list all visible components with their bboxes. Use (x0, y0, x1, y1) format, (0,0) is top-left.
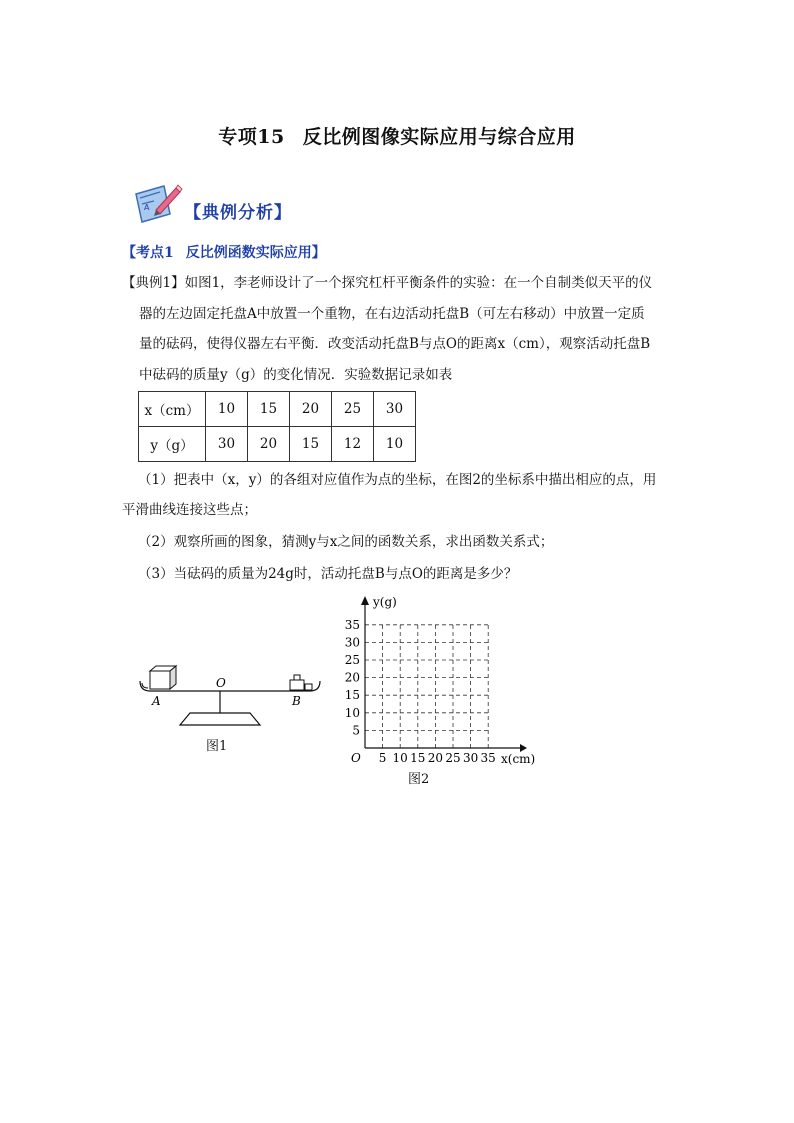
x-tick-label: 20 (427, 751, 444, 765)
label-b: B (292, 694, 301, 708)
table-row (139, 392, 416, 427)
y-tick-label: 25 (344, 653, 360, 667)
table-header-y: y（g） (139, 427, 206, 462)
weights-icon (290, 675, 312, 690)
table-header-x: x（cm） (139, 392, 206, 427)
pencil-paper-icon (130, 180, 184, 224)
x-tick-label: 25 (445, 751, 461, 765)
banner-label: 【典例分析】 (184, 203, 292, 223)
x-axis-arrow (520, 744, 527, 752)
x-tick-label: 30 (462, 751, 479, 765)
svg-text:A: A (144, 203, 150, 212)
section-heading-part1: 【考点1 (122, 245, 174, 261)
weight-box (150, 666, 176, 689)
y-tick-label: 20 (344, 670, 360, 685)
y-tick-label: 35 (344, 617, 360, 632)
figure-2-caption: 图2 (408, 772, 430, 787)
data-table (138, 391, 416, 462)
title-part1: 专项15 (218, 126, 285, 148)
y-axis-arrow (361, 596, 369, 605)
x-tick-label: 10 (392, 751, 408, 765)
x-tick-label: 5 (378, 751, 387, 765)
x-tick-label: 15 (410, 751, 426, 765)
x-tick-label: 35 (480, 751, 496, 765)
example-line1: 如图1，李老师设计了一个探究杠杆平衡条件的实验：在一个自制类似天平的仪 (184, 275, 653, 291)
x-axis-label: x(cm) (501, 752, 536, 766)
table-row (139, 427, 416, 462)
example-label: 【典例1】 (122, 275, 185, 291)
example-paragraph (122, 268, 682, 390)
y-tick-label: 30 (344, 635, 360, 650)
y-tick-label: 5 (352, 723, 360, 738)
table-cell: 30 (206, 427, 248, 462)
label-o: O (216, 676, 226, 690)
table-cell: 10 (206, 392, 248, 427)
question-1-line1: （1）把表中（x，y）的各组对应值作为点的坐标，在图2的坐标系中描出相应的点，用 (138, 472, 657, 488)
section-heading-part2: 反比例函数实际应用】 (185, 245, 326, 261)
example-line4: 中砝码的质量y（g）的变化情况．实验数据记录如表 (139, 366, 453, 383)
table-cell: 20 (290, 392, 332, 427)
table-cell: 25 (332, 392, 374, 427)
table-cell: 30 (374, 392, 416, 427)
y-tick-label: 15 (344, 688, 360, 703)
x-tick-labels (379, 751, 496, 765)
example-line2: 器的左边固定托盘A中放置一个重物，在右边活动托盘B（可左右移动）中放置一定质 (139, 305, 645, 322)
question-2: （2）观察所画的图象，猜测y与x之间的函数关系，求出函数关系式； (138, 534, 554, 550)
table-cell: 12 (332, 427, 374, 462)
table-cell: 15 (290, 427, 332, 462)
table-cell: 20 (248, 427, 290, 462)
figure-1-balance (132, 655, 332, 755)
title-part2: 反比例图像实际应用与综合应用 (302, 126, 576, 148)
question-1-line2: 平滑曲线连接这些点； (122, 502, 257, 518)
figure-2-coordinate-grid (335, 590, 545, 775)
y-axis-label: y(g) (373, 595, 397, 609)
grid-lines (365, 625, 488, 748)
question-3: （3）当砝码的质量为24g时，活动托盘B与点O的距离是多少？ (138, 566, 518, 582)
table-cell: 10 (374, 427, 416, 462)
table-cell: 15 (248, 392, 290, 427)
example-line3: 量的砝码，使得仪器左右平衡．改变活动托盘B与点O的距离x（cm），观察活动托盘B (139, 336, 651, 352)
y-tick-labels (345, 618, 360, 738)
y-tick-label: 10 (344, 705, 360, 720)
balance-base (180, 713, 260, 725)
page-title (0, 122, 794, 149)
origin-label: O (351, 751, 361, 765)
figure-1-caption: 图1 (206, 739, 228, 754)
label-a: A (152, 694, 161, 708)
section-heading (122, 242, 326, 262)
